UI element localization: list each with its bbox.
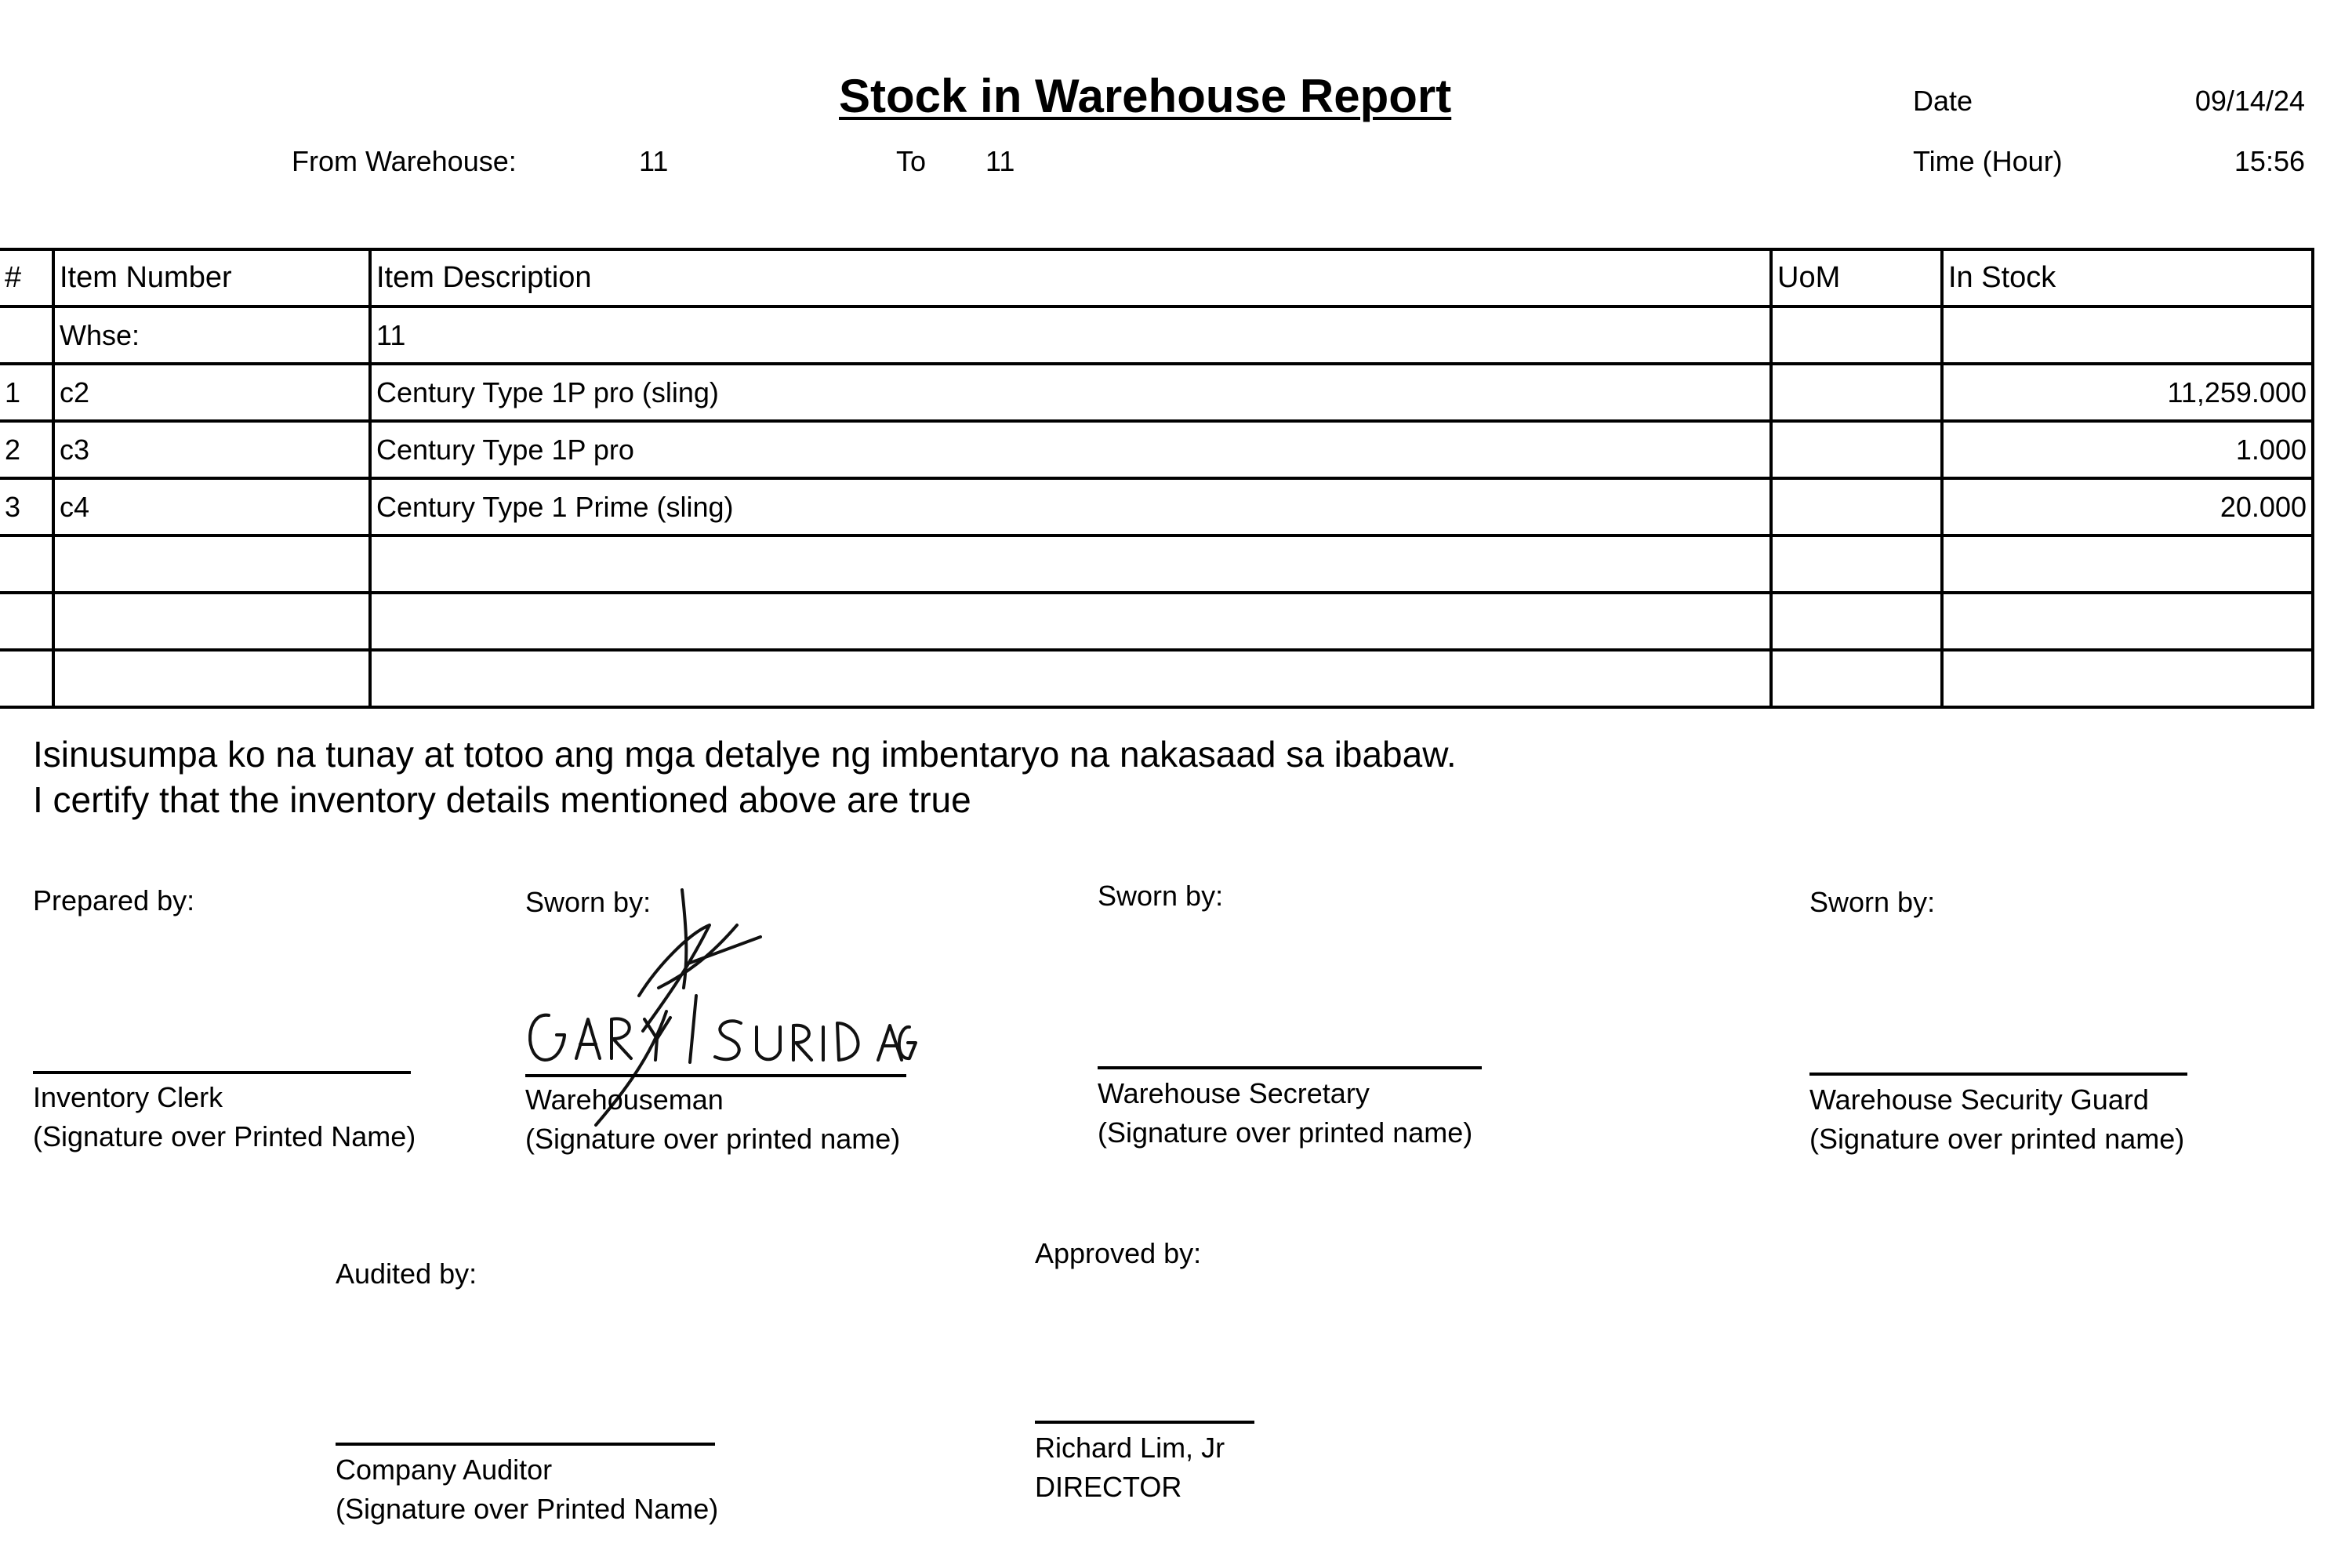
table-row [0, 364, 2313, 421]
table-cell [1771, 650, 1942, 707]
table-cell [0, 307, 53, 364]
row-number: 3 [0, 478, 53, 535]
empty-row [0, 593, 2313, 650]
director-role: DIRECTOR [1035, 1471, 1182, 1503]
table-row [0, 421, 2313, 478]
column-header-uom: UoM [1771, 249, 1942, 307]
table-header-row [0, 249, 2313, 307]
table-cell [0, 593, 53, 650]
item-description: Century Type 1P pro [370, 421, 1771, 478]
item-uom [1771, 478, 1942, 535]
auditor-role: Company Auditor [336, 1454, 553, 1486]
row-number: 2 [0, 421, 53, 478]
column-header-in-stock: In Stock [1942, 249, 2313, 307]
column-header-item-description: Item Description [370, 249, 1771, 307]
table-cell [53, 593, 370, 650]
auditor-note: (Signature over Printed Name) [336, 1493, 719, 1525]
table-cell [370, 535, 1771, 593]
item-number: c2 [53, 364, 370, 421]
table-cell [0, 650, 53, 707]
whse-label: Whse: [53, 307, 370, 364]
sworn-by-label-secretary: Sworn by: [1098, 880, 1224, 912]
warehouseman-note: (Signature over printed name) [525, 1123, 901, 1155]
director-signature-line [1035, 1421, 1254, 1424]
warehouse-row [0, 307, 2313, 364]
sworn-by-label-warehouseman: Sworn by: [525, 886, 652, 918]
empty-row [0, 650, 2313, 707]
security-guard-signature-line [1809, 1073, 2187, 1076]
certification-english: I certify that the inventory details mentioned above are true [33, 779, 971, 820]
time-value: 15:56 [2234, 145, 2305, 177]
item-uom [1771, 421, 1942, 478]
table-cell [53, 650, 370, 707]
date-value: 09/14/24 [2194, 85, 2305, 117]
secretary-signature-line [1098, 1066, 1482, 1069]
table-cell [53, 535, 370, 593]
security-guard-role: Warehouse Security Guard [1809, 1083, 2149, 1116]
table-cell [1771, 593, 1942, 650]
table-cell [1771, 535, 1942, 593]
item-number: c4 [53, 478, 370, 535]
warehouseman-signature-line [525, 1074, 906, 1077]
item-description: Century Type 1P pro (sling) [370, 364, 1771, 421]
prepared-by-label: Prepared by: [33, 884, 195, 916]
item-uom [1771, 364, 1942, 421]
auditor-signature-line [336, 1443, 715, 1446]
row-number: 1 [0, 364, 53, 421]
table-cell [370, 650, 1771, 707]
report-title: Stock in Warehouse Report [839, 70, 1452, 122]
table-row [0, 478, 2313, 535]
column-header-item-number: Item Number [53, 249, 370, 307]
item-in-stock: 1.000 [1942, 421, 2313, 478]
item-in-stock: 11,259.000 [1942, 364, 2313, 421]
secretary-note: (Signature over printed name) [1098, 1116, 1473, 1149]
from-warehouse-value: 11 [639, 145, 669, 177]
secretary-role: Warehouse Secretary [1098, 1077, 1370, 1109]
director-name: Richard Lim, Jr [1035, 1432, 1225, 1464]
prepared-note: (Signature over Printed Name) [33, 1120, 416, 1152]
table-cell [1942, 593, 2313, 650]
date-label: Date [1913, 85, 1973, 117]
table-cell [1942, 307, 2313, 364]
time-label: Time (Hour) [1913, 145, 2063, 177]
to-warehouse-value: 11 [985, 145, 1015, 177]
table-cell [1942, 535, 2313, 593]
item-description: Century Type 1 Prime (sling) [370, 478, 1771, 535]
whse-value: 11 [370, 307, 1771, 364]
table-cell [1771, 307, 1942, 364]
stock-table [0, 248, 2314, 709]
approved-by-label: Approved by: [1035, 1237, 1202, 1269]
prepared-role: Inventory Clerk [33, 1081, 223, 1113]
table-cell [370, 593, 1771, 650]
to-warehouse-label: To [896, 145, 927, 177]
security-guard-note: (Signature over printed name) [1809, 1123, 2185, 1155]
certification-tagalog: Isinusumpa ko na tunay at totoo ang mga detalye ng imbentaryo na nakasaad sa ibabaw. [33, 734, 1457, 775]
audited-by-label: Audited by: [336, 1258, 477, 1290]
from-warehouse-label: From Warehouse: [292, 145, 517, 177]
table-cell [1942, 650, 2313, 707]
table-cell [0, 535, 53, 593]
sworn-by-label-security-guard: Sworn by: [1809, 886, 1936, 918]
column-header-number: # [0, 249, 53, 307]
warehouseman-role: Warehouseman [525, 1083, 724, 1116]
prepared-signature-line [33, 1071, 411, 1074]
item-number: c3 [53, 421, 370, 478]
empty-row [0, 535, 2313, 593]
item-in-stock: 20.000 [1942, 478, 2313, 535]
